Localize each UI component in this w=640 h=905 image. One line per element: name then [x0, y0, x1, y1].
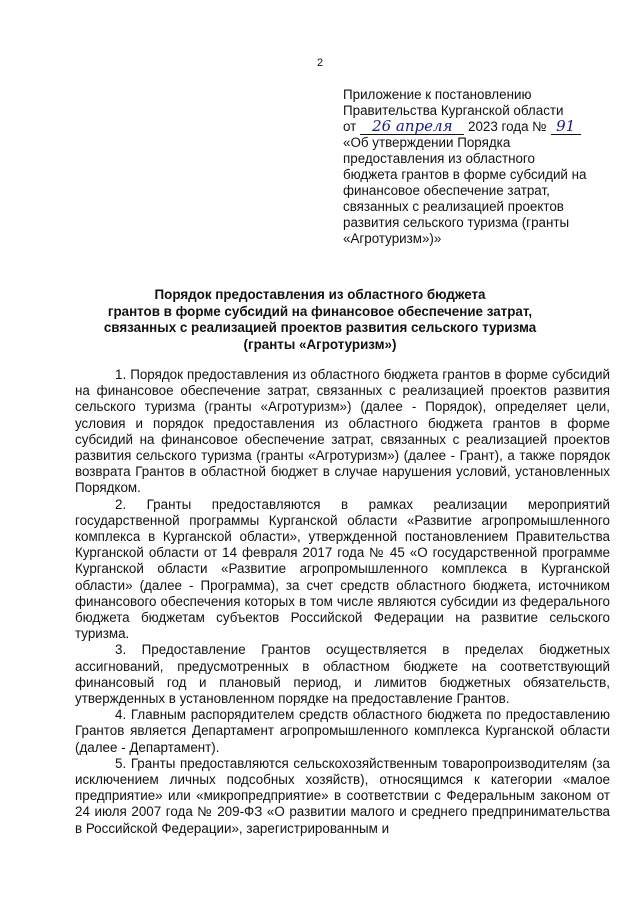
date-prefix: от [343, 119, 357, 134]
paragraph-4: 4. Главным распорядителем средств областного бюджета по предоставлению Грантов является Департамент агропромышленного комплекса Курганской области (далее - Департамент). [75, 707, 610, 755]
appendix-line-1: Приложение к постановлению [343, 87, 532, 102]
paragraph-5: 5. Гранты предоставляются сельскохозяйственным товаропроизводителям (за исключением личных подсобных хозяйств), относящимся к категории «малое предприятие» или «микропредприятие» в соответствии с Федеральным законом от 24 июля 2007 года № 209-ФЗ «О развитии малого и среднего предпринимательства в Российской Федерации», зарегистрированным и [75, 755, 610, 836]
appendix-date-line [343, 119, 613, 135]
document-title [60, 287, 580, 353]
document-title-line: грантов в форме субсидий на финансовое обеспечение затрат, [107, 303, 533, 319]
appendix-title-line: предоставления из областного [343, 151, 535, 166]
page-number: 2 [316, 57, 324, 69]
appendix-title-line: развития сельского туризма (гранты [343, 215, 570, 230]
document-title-line: связанных с реализацией проектов развития сельского туризма [103, 320, 537, 335]
year-text: 2023 года № [468, 119, 547, 134]
handwritten-date: 26 апреля [360, 119, 464, 135]
paragraph-3: 3. Предоставление Грантов осуществляется в пределах бюджетных ассигнований, предусмотренных в областном бюджете на соответствующий финансовый год и плановый период, и лимитов бюджетных обязательств, утвержденных в установленном порядке на предоставление Грантов. [75, 642, 610, 707]
handwritten-number: 91 [551, 119, 581, 135]
appendix-block [343, 87, 613, 247]
document-title-line: (гранты «Агротуризм») [243, 336, 397, 352]
appendix-title-line: «Агротуризм»)» [343, 231, 442, 246]
appendix-title-line: «Об утверждении Порядка [343, 135, 511, 150]
paragraph-1: 1. Порядок предоставления из областного бюджета грантов в форме субсидий на финансовое обеспечение затрат, связанных с реализацией проектов развития сельского туризма (гранты «Агротуризм») (далее - Порядок), определяет цели, условия и порядок предоставления из областного бюджета грантов в форме субсидий на финансовое обеспечение затрат, связанных с реализацией проектов развития сельского туризма (гранты «Агротуризм») (далее - Грант), а также порядок возврата Грантов в областной бюджет в случае нарушения условий, установленных Порядком. [75, 367, 610, 496]
paragraph-2: 2. Гранты предоставляются в рамках реализации мероприятий государственной программы Курганской области «Развитие агропромышленного комплекса в Курганской области», утвержденной постановлением Правительства Курганской области от 14 февраля 2017 года № 45 «О государственной программе Курганской области «Развитие агропромышленного комплекса в Курганской области» (далее - Программа), за счет средств областного бюджета, источником финансового обеспечения которых в том числе являются субсидии из федерального бюджета бюджетам субъектов Российской Федерации на развитие сельского туризма. [75, 496, 610, 642]
appendix-line-2: Правительства Курганской области [343, 103, 564, 118]
appendix-title-line: бюджета грантов в форме субсидий на [343, 167, 587, 182]
appendix-title-line: связанных с реализацией проектов [343, 199, 564, 214]
document-title-line: Порядок предоставления из областного бюджета [154, 287, 486, 302]
document-body [75, 367, 610, 837]
appendix-title-line: финансовое обеспечение затрат, [343, 183, 550, 198]
